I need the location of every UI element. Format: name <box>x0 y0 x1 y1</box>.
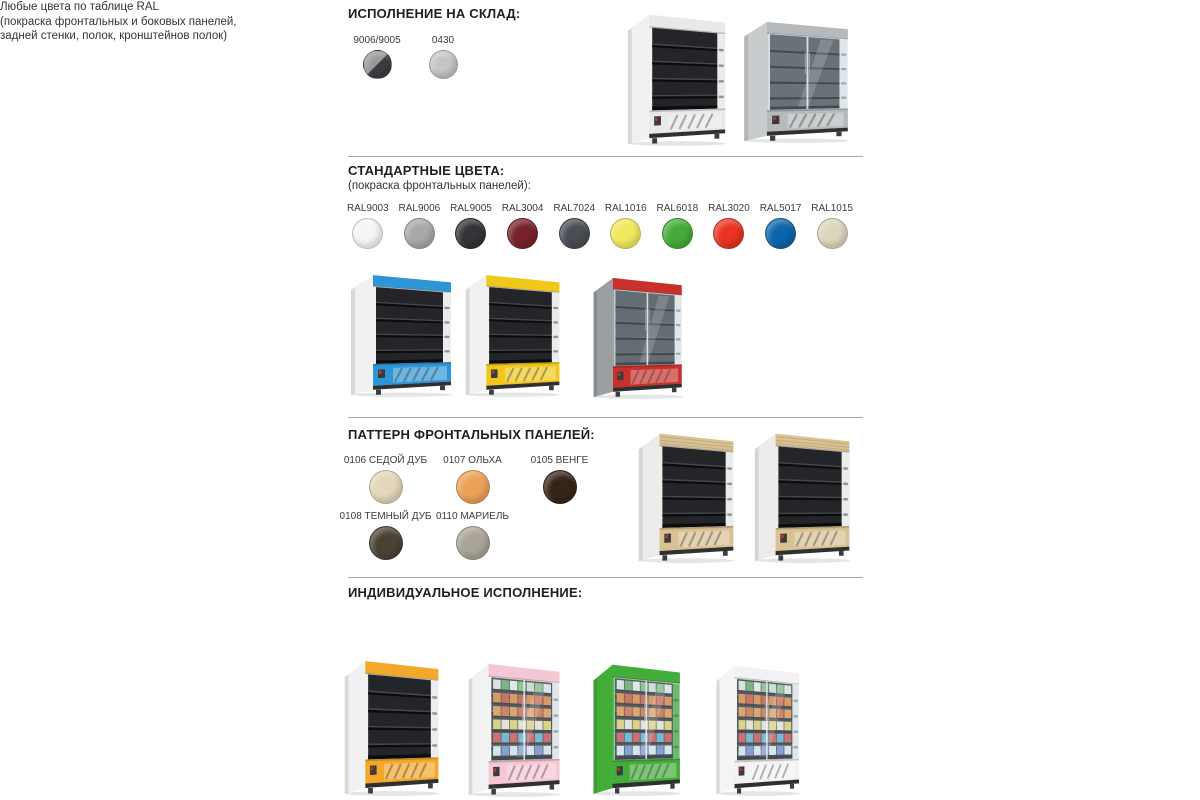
swatch-label: 0105 ВЕНГЕ <box>530 455 589 466</box>
swatch-item <box>342 203 394 249</box>
multideck-open-white <box>624 5 731 146</box>
multideck-open-blue <box>347 266 457 397</box>
swatch-item <box>548 203 600 249</box>
swatch-label: RAL3004 <box>501 203 544 214</box>
swatch-item <box>652 203 704 249</box>
swatch-item <box>516 455 603 504</box>
color-swatch <box>404 218 435 249</box>
swatch-label: RAL6018 <box>656 203 699 214</box>
swatch-item <box>339 511 432 560</box>
color-swatch <box>455 218 486 249</box>
pattern-cabinets <box>635 424 855 563</box>
section-title-standard-colors: СТАНДАРТНЫЕ ЦВЕТА: <box>348 163 505 178</box>
swatch-item <box>394 203 446 249</box>
custom-description-line: задней стенки, полок, кронштейнов полок) <box>0 30 228 42</box>
multideck-open-wood-oak-2 <box>751 424 855 563</box>
swatch-item <box>755 203 807 249</box>
custom-description-line: Любые цвета по таблице RAL <box>0 1 159 13</box>
swatch-label: RAL1016 <box>604 203 647 214</box>
swatch-label: 0110 МАРИЕЛЬ <box>436 511 509 522</box>
swatch-label: RAL9003 <box>346 203 389 214</box>
swatch-item <box>410 35 476 79</box>
multideck-open-wood-oak-1 <box>635 424 739 563</box>
color-swatch <box>363 50 392 79</box>
swatch-label: 0430 <box>431 35 455 46</box>
swatch-item <box>344 35 410 79</box>
multideck-open-orange <box>341 651 444 796</box>
color-swatch <box>610 218 641 249</box>
color-swatch <box>765 218 796 249</box>
swatch-label: RAL7024 <box>553 203 596 214</box>
swatch-label: 0108 ТЕМНЫЙ ДУБ <box>339 511 432 522</box>
swatch-label: RAL1015 <box>811 203 853 214</box>
color-swatch <box>456 526 490 560</box>
section-divider <box>348 577 863 578</box>
color-swatch <box>352 218 383 249</box>
custom-description-line: (покраска фронтальных и боковых панелей, <box>0 15 237 28</box>
color-swatch <box>456 470 490 504</box>
swatch-item <box>429 511 516 560</box>
swatch-label: 9006/9005 <box>353 35 401 46</box>
swatch-item <box>497 203 549 249</box>
swatch-label: 0107 ОЛЬХА <box>443 455 502 466</box>
swatch-label: RAL5017 <box>759 203 802 214</box>
swatch-item <box>445 203 497 249</box>
section-divider <box>348 156 863 157</box>
multideck-doors-white-filled <box>713 656 804 796</box>
swatch-item <box>600 203 652 249</box>
ral-color-swatches <box>342 203 858 249</box>
color-swatch <box>559 218 590 249</box>
swatch-item <box>703 203 755 249</box>
swatch-label: RAL9005 <box>450 203 492 214</box>
multideck-doors-green-filled <box>590 655 685 796</box>
color-swatch <box>817 218 848 249</box>
pattern-swatches-row1 <box>342 455 603 504</box>
multideck-doors-red <box>590 269 687 399</box>
multideck-doors-grey <box>740 13 854 143</box>
multideck-doors-pink-filled <box>465 654 565 797</box>
section-divider <box>348 417 863 418</box>
color-swatch <box>543 470 577 504</box>
stock-swatches <box>344 35 476 79</box>
swatch-item <box>806 203 858 249</box>
swatch-item <box>342 455 429 504</box>
custom-description <box>0 0 1200 44</box>
swatch-item <box>429 455 516 504</box>
standard-colors-subtitle: (покраска фронтальных панелей): <box>348 180 531 192</box>
swatch-label: RAL3020 <box>708 203 750 214</box>
color-swatch <box>369 470 403 504</box>
swatch-label: RAL9006 <box>398 203 441 214</box>
section-title-custom: ИНДИВИДУАЛЬНОЕ ИСПОЛНЕНИЕ: <box>348 585 583 600</box>
section-title-patterns: ПАТТЕРН ФРОНТАЛЬНЫХ ПАНЕЛЕЙ: <box>348 427 595 442</box>
stock-cabinets <box>624 5 854 146</box>
color-swatch <box>369 526 403 560</box>
color-swatch <box>662 218 693 249</box>
pattern-swatches-row2 <box>339 511 516 560</box>
section-title-stock: ИСПОЛНЕНИЕ НА СКЛАД: <box>348 6 521 21</box>
custom-cabinets <box>341 651 804 797</box>
standard-color-cabinets <box>347 266 687 399</box>
color-swatch <box>713 218 744 249</box>
color-swatch <box>429 50 458 79</box>
color-swatch <box>507 218 538 249</box>
multideck-open-yellow <box>462 266 565 397</box>
swatch-label: 0106 СЕДОЙ ДУБ <box>343 455 428 466</box>
